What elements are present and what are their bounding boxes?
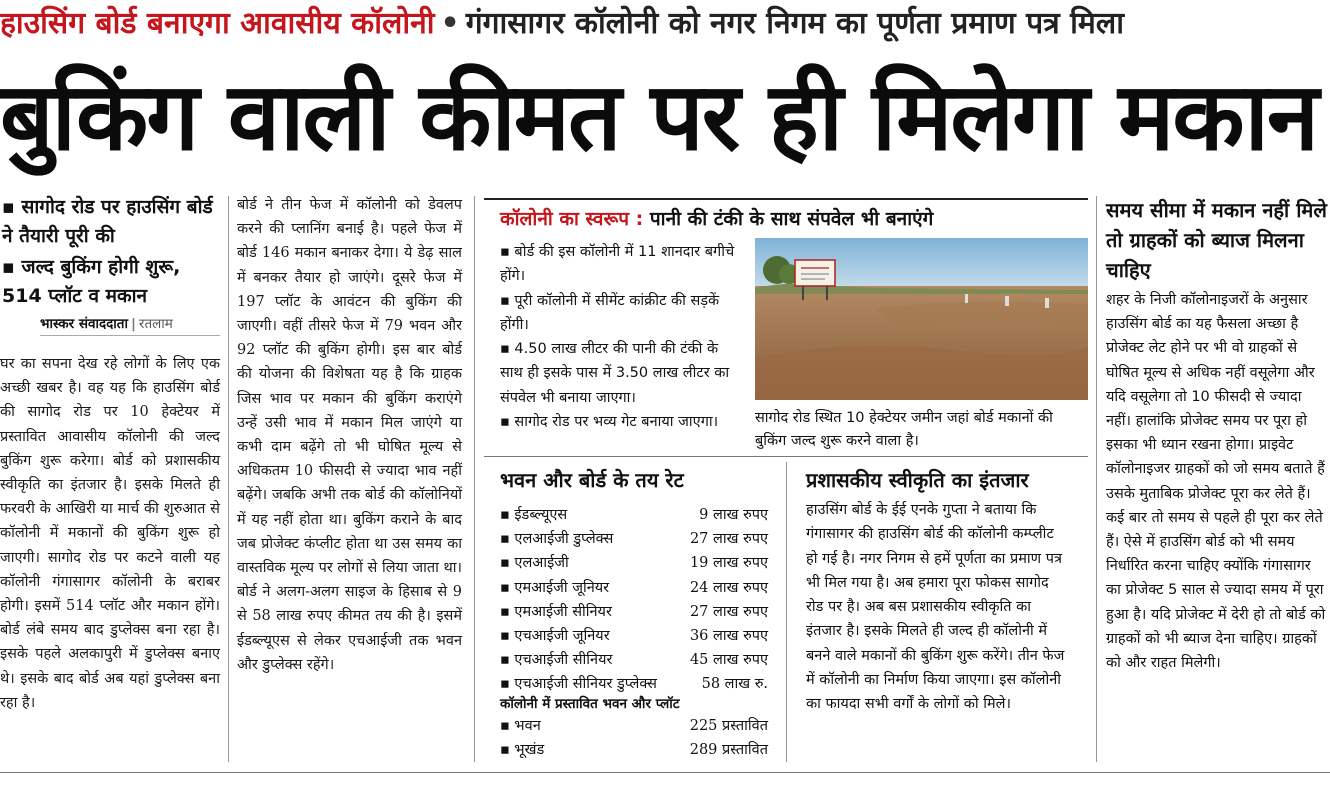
proposed-amount: 289 प्रस्तावित [689, 742, 768, 759]
rate-row [500, 551, 768, 575]
approval-text: हाउसिंग बोर्ड के ईई एनके गुप्ता ने बताया कि गंगासागर की हाउसिंग बोर्ड की कॉलोनी कम्प्लीट हो गई है। नगर निगम से हमें पूर्णता का प्रमाण पत्र भी मिल गया है। अब हमारा पूरा फोकस सागोद रोड पर है। अब बस प्रशासकीय स्वीकृति का इंतजार है। इसके मिलते ही जल्द ही कॉलोनी में बनने वाले मकानों की बुकिंग शुरू करेंगे। तीन फेज में कॉलोनी का निर्माण किया जाएगा। इस कॉलोनी का फायदा सभी वर्गों के लोगों को मिले। [806, 502, 1065, 713]
byline-reporter: भास्कर संवाददाता [40, 316, 128, 332]
colony-bullet: ▪ पूरी कॉलोनी में सीमेंट कांक्रीट की सड़कें होंगी। [500, 292, 720, 333]
photo-caption: सागोद रोड स्थित 10 हेक्टेयर जमीन जहां बोर्ड मकानों की बुकिंग जल्द शुरू करने वाला है। [755, 410, 1053, 449]
rate-label: ▪ एचआईजी जूनियर [500, 628, 610, 645]
col2-paragraph: बोर्ड ने तीन फेज में कॉलोनी को डेवलप करने की प्लानिंग बनाई है। पहले फेज में बोर्ड 146 मकान बनाकर देगा। ये डेढ़ साल में बनकर तैयार हो जाएंगे। दूसरे फेज में 197 प्लॉट के आवंटन की बुकिंग की जाएगी। वहीं तीसरे फेज में 79 भवन और 92 प्लॉट की बुकिंग होगी। इस बार बोर्ड की योजना की विशेषता यह है कि ग्राहक जिस भाव पर मकान की बुकिंग कराएंगे उन्हें उसी भाव में मकान मिल जाएंगे या कभी दाम बढ़ेंगे तो भी घोषित मूल्य से अधिकतम 10 फीसदी से ज्यादा भाव नहीं बढ़ेंगे। जबकि अभी तक बोर्ड की कॉलोनियों में यह नहीं होता था। बुकिंग कराने के बाद जब प्रोजेक्ट कंप्लीट होता था उस समय का वास्तविक मूल्य पर लोगों से लिया जाता था। बोर्ड ने अलग-अलग साइज के हिसाब से 9 से 58 लाख रुपए कीमत तय की है। इसमें ईडब्ल्यूएस से लेकर एचआईजी तक भवन और डुप्लेक्स रहेंगे। [237, 197, 462, 673]
rate-amount: 27 लाख रुपए [689, 603, 768, 620]
site-photo [755, 238, 1088, 400]
byline-city: रतलाम [138, 316, 173, 332]
byline-separator: | [130, 316, 136, 332]
column-divider [786, 462, 787, 762]
proposed-row [500, 714, 768, 738]
rate-label: ▪ एमआईजी जूनियर [500, 579, 610, 596]
rate-amount: 27 लाख रुपए [689, 531, 768, 548]
rate-amount: 58 लाख रु. [701, 676, 768, 693]
highlight-item: ▪ सागोद रोड पर हाउसिंग बोर्ड ने तैयारी पूरी की [2, 196, 213, 247]
colony-title-rest: पानी की टंकी के साथ संपवेल भी बनाएंगे [649, 208, 934, 230]
column-divider [228, 196, 229, 762]
right-column-text: शहर के निजी कॉलोनाइजरों के अनुसार हाउसिंग बोर्ड का यह फैसला अच्छा है प्रोजेक्ट लेट होने पर भी वो ग्राहकों से घोषित मूल्य से अधिक नहीं वसूलेगा और यदि वसूलेगा तो 10 फीसदी से ज्यादा नहीं। हालांकि प्रोजेक्ट समय पर पूरा हो इसका भी ध्यान रखना होगा। प्राइवेट कॉलोनाइजर ग्राहकों को जो समय बताते हैं उसके मुताबिक प्रोजेक्ट पूरा कर लेते हैं। कई बार तो समय से पहले ही पूरा कर लेते हैं। ऐसे में हाउसिंग बोर्ड को भी समय निर्धारित करना चाहिए क्योंकि गंगासागर का प्रोजेक्ट 5 साल से ज्यादा समय में पूरा हुआ है। यदि प्रोजेक्ट में देरी हो तो बोर्ड को ग्राहकों को भी ब्याज देना चाहिए। ग्राहकों को और राहत मिलेगी। [1106, 292, 1326, 672]
proposed-list [500, 714, 768, 762]
proposed-label: ▪ भूखंड [500, 742, 545, 759]
rate-label: ▪ एलआईजी डुप्लेक्स [500, 531, 614, 548]
colony-bullet: ▪ बोर्ड की इस कॉलोनी में 11 शानदार बगीचे होंगे। [500, 244, 735, 285]
article-column-2 [237, 193, 462, 677]
rate-label: ▪ ईडब्ल्यूएस [500, 507, 568, 523]
headline: बुकिंग वाली कीमत पर ही मिलेगा मकान [0, 63, 1318, 172]
bottom-rule [0, 772, 1330, 773]
kicker-bullet: • [440, 6, 460, 41]
colony-title-red: कॉलोनी का स्वरूप : [500, 208, 644, 230]
rate-row [500, 624, 768, 648]
section-divider [484, 456, 1088, 457]
proposed-row [500, 738, 768, 762]
colony-bullet: ▪ सागोद रोड पर भव्य गेट बनाया जाएगा। [500, 414, 719, 431]
rate-row [500, 648, 768, 672]
rates-list [500, 503, 768, 697]
rate-label: ▪ एचआईजी सीनियर [500, 652, 613, 669]
rate-label: ▪ एमआईजी सीनियर [500, 603, 612, 620]
rate-label: ▪ एलआईजी [500, 555, 569, 572]
colony-box-title [500, 204, 1090, 234]
highlight-item: ▪ जल्द बुकिंग होगी शुरू, 514 प्लॉट व मकान [2, 256, 181, 307]
proposed-amount: 225 प्रस्तावित [689, 718, 768, 734]
column-divider [1096, 196, 1097, 762]
colony-bullets [500, 240, 745, 434]
rate-row [500, 503, 768, 527]
kicker-red: हाउसिंग बोर्ड बनाएगा आवासीय कॉलोनी [0, 6, 435, 41]
article-column-1 [0, 352, 220, 715]
site-photo-illustration [755, 238, 1088, 400]
rate-amount: 19 लाख रुपए [689, 555, 768, 572]
rate-label: ▪ एचआईजी सीनियर डुप्लेक्स [500, 676, 657, 693]
colony-bullet: ▪ 4.50 लाख लीटर की पानी की टंकी के साथ ही इसके पास में 3.50 लाख लीटर का संपवेल भी बनाया जाएगा। [500, 341, 730, 406]
rates-title: भवन और बोर्ड के तय रेट [500, 468, 684, 492]
proposed-label: ▪ भवन [500, 718, 541, 734]
rate-amount: 45 लाख रुपए [689, 652, 768, 669]
column-divider [474, 196, 475, 762]
rate-amount: 24 लाख रुपए [689, 579, 768, 596]
highlights [2, 193, 218, 313]
rate-row [500, 600, 768, 624]
rate-amount: 36 लाख रुपए [689, 628, 768, 645]
byline [40, 314, 220, 336]
rate-row [500, 576, 768, 600]
rate-amount: 9 लाख रुपए [699, 507, 768, 523]
proposed-title: कॉलोनी में प्रस्तावित भवन और प्लॉट [500, 696, 680, 712]
col1-paragraph: घर का सपना देख रहे लोगों के लिए एक अच्छी खबर है। वह यह कि हाउसिंग बोर्ड की सागोद रोड पर 10 हेक्टेयर में प्रस्तावित आवासीय कॉलोनी की जल्द बुकिंग शुरू करेगा। बोर्ड को प्रशासकीय स्वीकृति का इंतजार है। इसके मिलते ही फरवरी के आखिरी या मार्च की शुरुआत से कॉलोनी में मकानों की बुकिंग शुरू हो जाएगी। सागोद रोड पर कटने वाली यह कॉलोनी गंगासागर कॉलोनी के बराबर होगी। इसमें 514 प्लॉट और मकान होंगे। बोर्ड लंबे समय बाद डुप्लेक्स बना रहा है। इसके पहले अलकापुरी में डुप्लेक्स बनाए थे। इसके बाद बोर्ड अब यहां डुप्लेक्स बना रहा है। [0, 356, 220, 711]
kicker-rest: गंगासागर कॉलोनी को नगर निगम का पूर्णता प्रमाण पत्र मिला [465, 6, 1124, 41]
right-column-title: समय सीमा में मकान नहीं मिले तो ग्राहकों को ब्याज मिलना चाहिए [1106, 198, 1327, 282]
box-top-rule [484, 198, 1088, 200]
approval-title: प्रशासकीय स्वीकृति का इंतजार [806, 468, 1029, 492]
rate-row [500, 527, 768, 551]
rate-row [500, 672, 768, 696]
kicker [0, 4, 1330, 46]
